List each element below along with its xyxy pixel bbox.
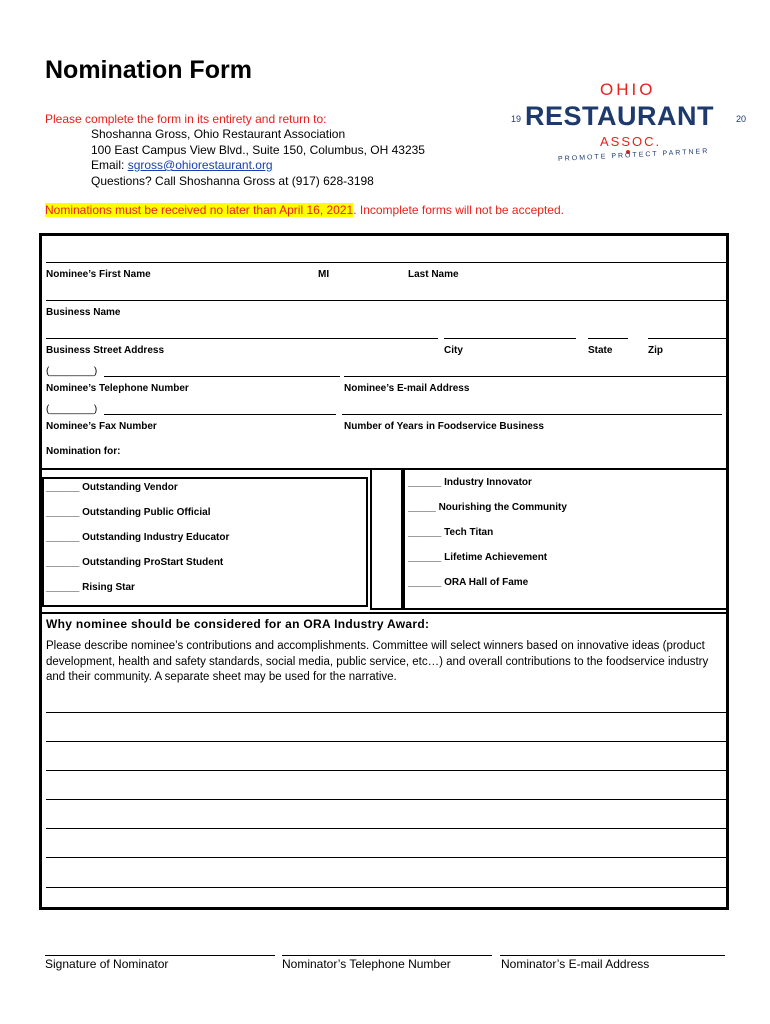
award-option[interactable]: _____ Nourishing the Community — [408, 502, 567, 513]
nominator-phone-label: Nominator’s Telephone Number — [282, 957, 451, 971]
nominator-email-label: Nominator’s E-mail Address — [501, 957, 650, 971]
narrative-line[interactable] — [46, 712, 728, 713]
narrative-line[interactable] — [46, 887, 728, 888]
email-prefix: Email: — [91, 158, 128, 172]
years-label: Number of Years in Foodservice Business — [344, 421, 544, 432]
years-line[interactable] — [342, 414, 722, 415]
fax-area-code: (________) — [46, 404, 98, 415]
address-line: 100 East Campus View Blvd., Suite 150, Columbus, OH 43235 — [91, 142, 425, 157]
deadline-notice — [45, 203, 564, 217]
signature-line[interactable] — [45, 955, 275, 956]
award-option[interactable]: ______ Outstanding Public Official — [46, 507, 211, 518]
narrative-line[interactable] — [46, 770, 728, 771]
fax-line[interactable] — [104, 414, 336, 415]
narrative-line[interactable] — [46, 857, 728, 858]
nomination-for-label: Nomination for: — [46, 446, 121, 457]
phone-label: Nominee’s Telephone Number — [46, 383, 189, 394]
nominator-email-line[interactable] — [500, 955, 725, 956]
nominee-email-label: Nominee’s E-mail Address — [344, 383, 470, 394]
award-option[interactable]: ______ ORA Hall of Fame — [408, 577, 529, 588]
nominator-phone-line[interactable] — [282, 955, 492, 956]
award-option[interactable]: ______ Industry Innovator — [408, 477, 532, 488]
award-option[interactable]: ______ Outstanding ProStart Student — [46, 557, 224, 568]
city-label: City — [444, 345, 463, 356]
last-name-label: Last Name — [408, 269, 459, 280]
award-option[interactable]: ______ Tech Titan — [408, 527, 494, 538]
narrative-line[interactable] — [46, 741, 728, 742]
fax-label: Nominee’s Fax Number — [46, 421, 157, 432]
email-link[interactable]: sgross@ohiorestaurant.org — [127, 158, 273, 172]
why-instructions: Please describe nominee’s contributions and accomplishments. Committee will select winners based on innovative ideas (product development, health and safety standards, social media, public service, etc…) and overall contributions to the foodservice industry and their community. A separate sheet may be used for the narrative. — [46, 640, 709, 683]
street-label: Business Street Address — [46, 345, 165, 356]
ora-logo — [508, 80, 758, 180]
nomination-form-box — [39, 233, 729, 910]
award-option[interactable]: ______ Outstanding Industry Educator — [46, 532, 230, 543]
street-line[interactable] — [46, 338, 438, 339]
logo-assoc: ASSOC. — [600, 134, 662, 149]
award-option[interactable]: ______ Outstanding Vendor — [46, 482, 178, 493]
signature-label: Signature of Nominator — [45, 957, 169, 971]
city-line[interactable] — [444, 338, 576, 339]
logo-tagline: PROMOTE PROTECT PARTNER — [557, 148, 710, 163]
page-title: Nomination Form — [45, 56, 252, 84]
award-option[interactable]: ______ Lifetime Achievement — [408, 552, 548, 563]
state-label: State — [588, 345, 613, 356]
instructions-text: Please complete the form in its entirety and return to: — [45, 112, 327, 126]
logo-ohio: OHIO — [600, 80, 656, 99]
email-line — [91, 158, 425, 174]
address-line: Shoshanna Gross, Ohio Restaurant Association — [91, 127, 346, 141]
questions-line: Questions? Call Shoshanna Gross at (917) 628-3198 — [91, 173, 374, 188]
logo-restaurant: RESTAURANT — [525, 101, 714, 131]
state-line[interactable] — [588, 338, 628, 339]
email-line-field[interactable] — [344, 376, 726, 377]
narrative-line[interactable] — [46, 799, 728, 800]
logo-year-left: 19 — [511, 114, 522, 124]
zip-line[interactable] — [648, 338, 726, 339]
award-option[interactable]: ______ Rising Star — [46, 582, 135, 593]
business-name-line[interactable] — [46, 300, 726, 301]
why-divider — [42, 612, 726, 614]
logo-year-right: 20 — [736, 114, 747, 124]
return-address — [91, 127, 425, 189]
business-name-label: Business Name — [46, 307, 121, 318]
first-name-label: Nominee’s First Name — [46, 269, 151, 280]
zip-label: Zip — [648, 345, 663, 356]
deadline-highlight: Nominations must be received no later than April 16, 2021 — [45, 203, 354, 217]
phone-line[interactable] — [104, 376, 340, 377]
why-heading: Why nominee should be considered for an ORA Industry Award: — [46, 617, 430, 631]
name-field-line[interactable] — [46, 262, 726, 263]
mi-label: MI — [318, 269, 330, 280]
narrative-line[interactable] — [46, 828, 728, 829]
awards-right-box — [403, 468, 729, 610]
phone-area-code: (________) — [46, 366, 98, 377]
awards-spacer-box — [370, 468, 403, 610]
deadline-rest: . Incomplete forms will not be accepted. — [353, 203, 564, 217]
